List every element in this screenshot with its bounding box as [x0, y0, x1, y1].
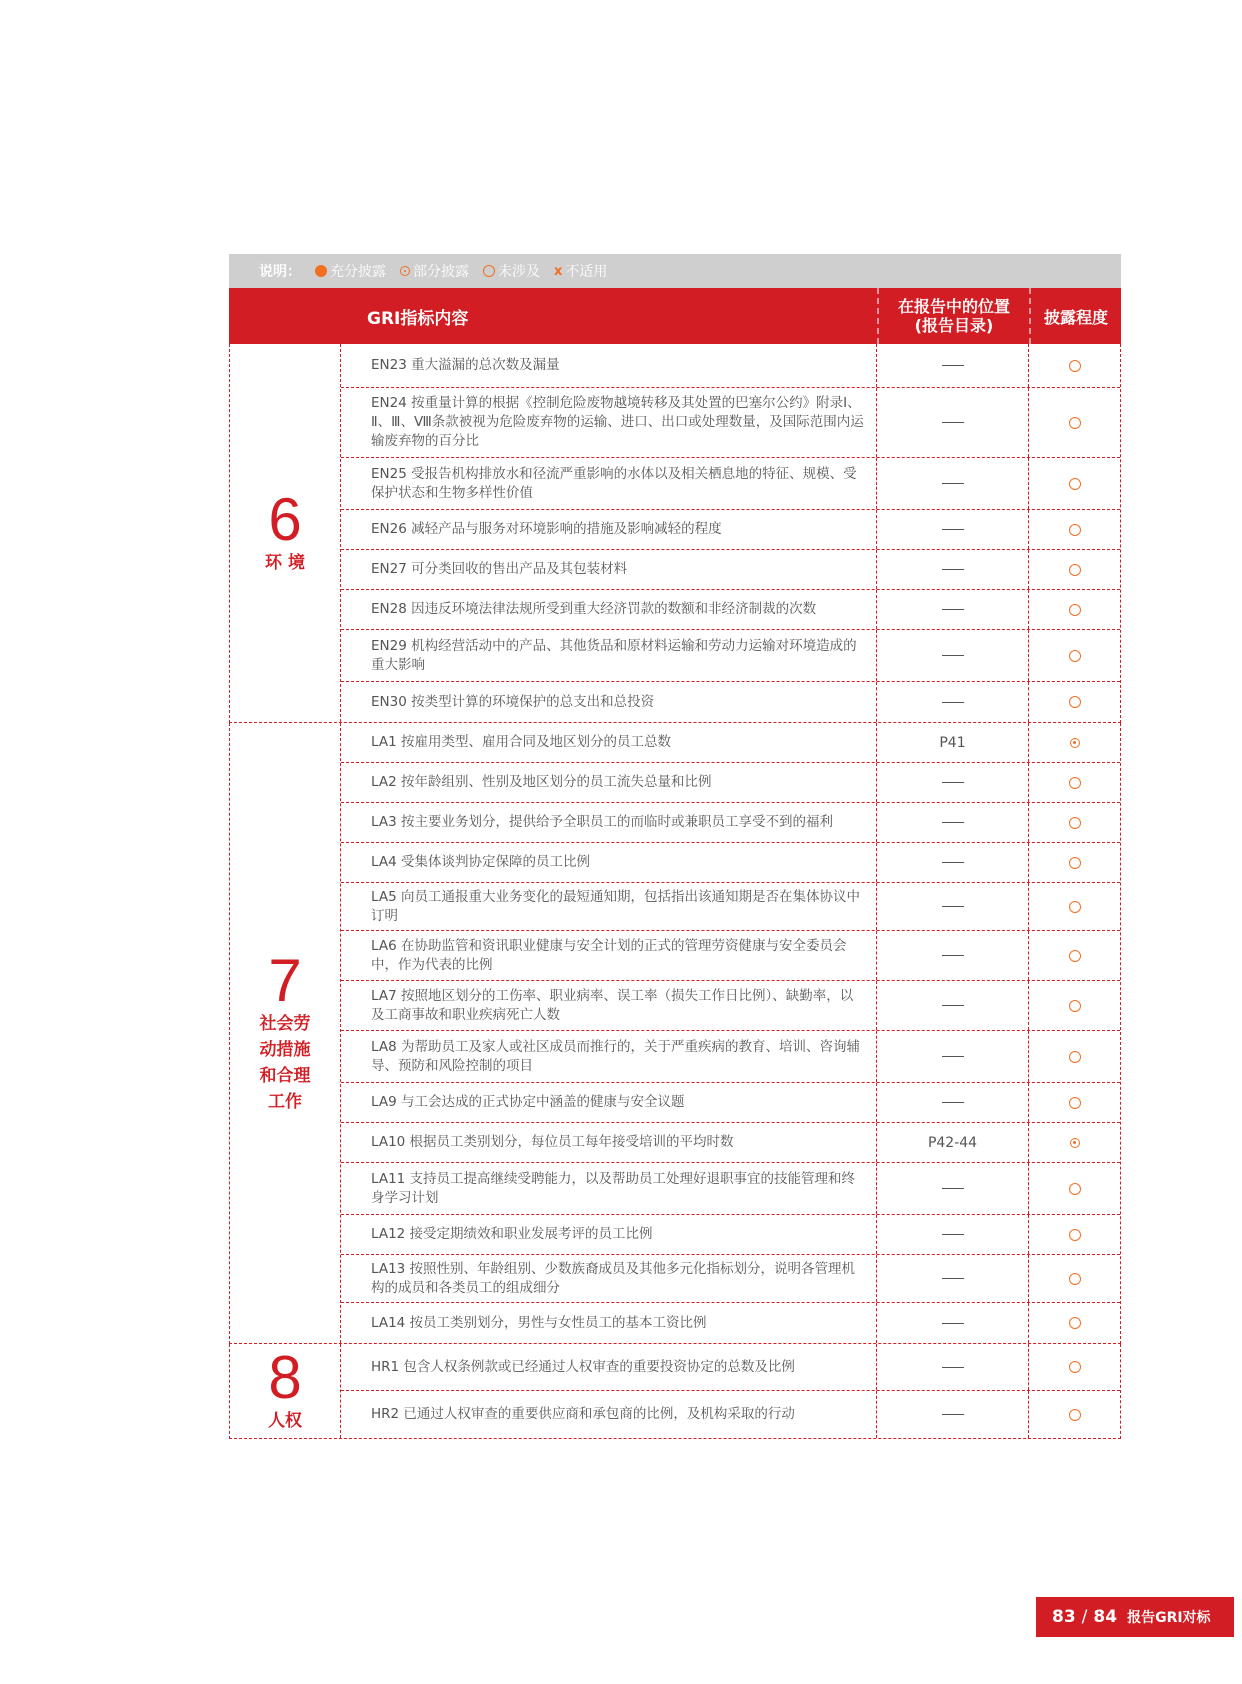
table-row: [341, 550, 1120, 590]
not-involved-icon: [1069, 1229, 1081, 1241]
partial-disclosure-icon: [400, 266, 410, 276]
table-header: [229, 288, 1121, 344]
page-footer: [1036, 1597, 1234, 1637]
indicator-text: LA11 支持员工提高继续受聘能力，以及帮助员工处理好退职事宜的技能管理和终身学习计划: [371, 1170, 856, 1206]
indicator-text: EN29 机构经营活动中的产品、其他货品和原材料运输和劳动力运输对环境造成的重大影响: [371, 637, 857, 673]
table-body: [229, 344, 1121, 1439]
indicator-text: HR1 包含人权条例款或已经通过人权审查的重要投资协定的总数及比例: [371, 1358, 795, 1375]
disclosure-degree: [1028, 1303, 1120, 1343]
legend-bar: [229, 254, 1121, 288]
not-involved-icon: [1069, 650, 1081, 662]
report-location: [876, 1391, 1028, 1438]
not-involved-icon: [1069, 564, 1081, 576]
empty-dash: [942, 483, 964, 484]
report-location: [876, 550, 1028, 589]
report-location: [876, 803, 1028, 842]
report-location: [876, 1083, 1028, 1122]
not-involved-icon: [1069, 360, 1081, 372]
report-location: [876, 682, 1028, 722]
disclosure-degree: [1028, 630, 1120, 681]
empty-dash: [942, 365, 964, 366]
full-disclosure-icon: [315, 265, 327, 277]
indicator-text: LA6 在协助监管和资讯职业健康与安全计划的正式的管理劳资健康与安全委员会中，作为代表的比例: [371, 937, 847, 973]
report-location: [876, 763, 1028, 802]
disclosure-degree: [1028, 1215, 1120, 1254]
table-row: [341, 388, 1120, 458]
disclosure-degree: [1028, 931, 1120, 980]
table-row: [341, 630, 1120, 682]
section-name-line: 社会劳: [259, 1014, 311, 1034]
disclosure-degree: [1028, 1391, 1120, 1438]
section-number: 7: [268, 947, 302, 1014]
report-location: [876, 590, 1028, 629]
page-reference: P42-44: [927, 1134, 978, 1151]
indicator-text: LA9 与工会达成的正式协定中涵盖的健康与安全议题: [371, 1094, 685, 1110]
section-number: 6: [268, 486, 302, 553]
empty-dash: [942, 422, 964, 423]
partial-disclosure-icon: [1070, 738, 1080, 748]
disclosure-degree: [1028, 1031, 1120, 1082]
indicator-text: HR2 已通过人权审查的重要供应商和承包商的比例，及机构采取的行动: [371, 1406, 795, 1422]
indicator-text: LA2 按年龄组别、性别及地区划分的员工流失总量和比例: [371, 774, 712, 790]
indicator-text: LA12 接受定期绩效和职业发展考评的员工比例: [371, 1226, 653, 1242]
not-involved-icon: [1069, 901, 1081, 913]
indicator-text: EN28 因违反环境法律法规所受到重大经济罚款的数额和非经济制裁的次数: [371, 601, 817, 617]
disclosure-degree: [1028, 458, 1120, 509]
empty-dash: [942, 1414, 964, 1415]
disclosure-degree: [1028, 1083, 1120, 1122]
disclosure-degree: [1028, 550, 1120, 589]
indicator-text: LA4 受集体谈判协定保障的员工比例: [371, 854, 590, 870]
report-location: [876, 931, 1028, 980]
report-location: [876, 1344, 1028, 1390]
header-location: 在报告中的位置 (报告目录): [877, 288, 1029, 344]
gri-index-table: [229, 254, 1121, 1439]
section-name-line: 动措施: [259, 1040, 311, 1060]
legend-title: 说明：: [259, 264, 301, 280]
indicator-text: LA5 向员工通报重大业务变化的最短通知期，包括指出该通知期是否在集体协议中订明: [371, 888, 860, 924]
report-location: [876, 1255, 1028, 1302]
table-row: [341, 1255, 1120, 1303]
section-6: [229, 344, 1121, 723]
indicator-text: LA8 为帮助员工及家人或社区成员而推行的，关于严重疾病的教育、培训、咨询辅导、预防和风险控制的项目: [371, 1038, 860, 1074]
report-location: [876, 723, 1028, 762]
empty-dash: [942, 782, 964, 783]
indicator-text: EN23 重大溢漏的总次数及漏量: [371, 357, 560, 373]
table-row: [341, 682, 1120, 722]
not-involved-icon: [1069, 1361, 1081, 1373]
legend-na: x 不适用: [554, 263, 608, 280]
table-row: [341, 1344, 1120, 1391]
empty-dash: [942, 1278, 964, 1279]
section-number: 8: [268, 1344, 302, 1411]
report-location: [876, 1303, 1028, 1343]
section-name-line: 和合理: [259, 1066, 311, 1086]
disclosure-degree: [1028, 590, 1120, 629]
table-row: [341, 1391, 1120, 1438]
indicator-text: LA3 按主要业务划分，提供给予全职员工的而临时或兼职员工享受不到的福利: [371, 814, 833, 830]
empty-dash: [942, 1234, 964, 1235]
section-name: 环 境: [265, 553, 305, 573]
disclosure-degree: [1028, 843, 1120, 882]
disclosure-degree: [1028, 1344, 1120, 1390]
not-involved-icon: [1069, 696, 1081, 708]
disclosure-degree: [1028, 344, 1120, 387]
disclosure-degree: [1028, 763, 1120, 802]
disclosure-degree: [1028, 883, 1120, 930]
header-content: GRI指标内容: [367, 308, 469, 329]
not-involved-icon: [1069, 1097, 1081, 1109]
disclosure-degree: [1028, 1123, 1120, 1162]
not-involved-icon: [1069, 478, 1081, 490]
empty-dash: [942, 655, 964, 656]
table-row: [341, 723, 1120, 763]
empty-dash: [942, 609, 964, 610]
section-7: [229, 723, 1121, 1344]
disclosure-degree: [1028, 510, 1120, 549]
indicator-text: LA7 按照地区划分的工伤率、职业病率、误工率（损失工作日比例）、缺勤率，以及工商事故和职业疾病死亡人数: [371, 987, 854, 1023]
indicator-text: EN26 减轻产品与服务对环境影响的措施及影响减轻的程度: [371, 521, 722, 537]
empty-dash: [942, 1005, 964, 1006]
section-label: [230, 723, 341, 1343]
empty-dash: [942, 1188, 964, 1189]
section-label: [230, 344, 341, 722]
table-row: [341, 883, 1120, 931]
indicator-text: EN27 可分类回收的售出产品及其包装材料: [371, 561, 628, 577]
partial-disclosure-icon: [1070, 1138, 1080, 1148]
empty-dash: [942, 1323, 964, 1324]
not-involved-icon: [1069, 1317, 1081, 1329]
section-label: [230, 1344, 341, 1438]
not-involved-icon: [1069, 1000, 1081, 1012]
report-location: [876, 388, 1028, 457]
report-location: [876, 1215, 1028, 1254]
indicator-text: LA13 按照性别、年龄组别、少数族裔成员及其他多元化指标划分，说明各管理机构的成员和各类员工的组成细分: [371, 1260, 856, 1296]
report-location: [876, 1031, 1028, 1082]
empty-dash: [942, 529, 964, 530]
indicator-text: EN30 按类型计算的环境保护的总支出和总投资: [371, 693, 655, 710]
page-separator: /: [1081, 1607, 1088, 1627]
indicator-text: LA1 按雇用类型、雇用合同及地区划分的员工总数: [371, 734, 671, 750]
empty-dash: [942, 1056, 964, 1057]
empty-dash: [942, 1102, 964, 1103]
report-location: [876, 510, 1028, 549]
disclosure-degree: [1028, 1255, 1120, 1302]
page-number-left: 83: [1052, 1607, 1076, 1627]
empty-dash: [942, 822, 964, 823]
indicator-text: EN25 受报告机构排放水和径流严重影响的水体以及相关栖息地的特征、规模、受保护状态和生物多样性价值: [371, 465, 857, 501]
indicator-text: LA10 根据员工类别划分，每位员工每年接受培训的平均时数: [371, 1134, 734, 1150]
report-location: [876, 1163, 1028, 1214]
table-row: [341, 1215, 1120, 1255]
report-location: [876, 1123, 1028, 1162]
table-row: [341, 931, 1120, 981]
section-name: 人权: [268, 1411, 302, 1431]
table-row: [341, 1123, 1120, 1163]
indicator-text: LA14 按员工类别划分，男性与女性员工的基本工资比例: [371, 1314, 707, 1331]
section-8: [229, 1344, 1121, 1439]
report-location: [876, 981, 1028, 1030]
not-involved-icon: [1069, 524, 1081, 536]
empty-dash: [942, 569, 964, 570]
disclosure-degree: [1028, 682, 1120, 722]
disclosure-degree: [1028, 803, 1120, 842]
not-involved-icon: [1069, 777, 1081, 789]
footer-title: 报告GRI对标: [1127, 1610, 1211, 1626]
not-applicable-icon: x: [554, 263, 563, 279]
table-row: [341, 1031, 1120, 1083]
table-row: [341, 458, 1120, 510]
not-involved-icon: [483, 265, 495, 277]
table-row: [341, 344, 1120, 388]
disclosure-degree: [1028, 981, 1120, 1030]
not-involved-icon: [1069, 1183, 1081, 1195]
disclosure-degree: [1028, 388, 1120, 457]
table-row: [341, 803, 1120, 843]
disclosure-degree: [1028, 723, 1120, 762]
table-row: [341, 1163, 1120, 1215]
not-involved-icon: [1069, 950, 1081, 962]
section-name-line: 工作: [268, 1092, 302, 1112]
legend-full: 充分披露: [315, 261, 386, 281]
table-row: [341, 763, 1120, 803]
empty-dash: [942, 862, 964, 863]
empty-dash: [942, 906, 964, 907]
not-involved-icon: [1069, 1409, 1081, 1421]
disclosure-degree: [1028, 1163, 1120, 1214]
indicator-text: EN24 按重量计算的根据《控制危险废物越境转移及其处置的巴塞尔公约》附录Ⅰ、Ⅱ、Ⅲ、Ⅷ条款被视为危险废弃物的运输、进口、出口或处理数量，及国际范围内运输废弃物的百分比: [371, 395, 864, 449]
legend-partial: 部分披露: [400, 261, 469, 281]
empty-dash: [942, 1367, 964, 1368]
table-row: [341, 1303, 1120, 1343]
empty-dash: [942, 955, 964, 956]
table-row: [341, 590, 1120, 630]
table-row: [341, 843, 1120, 883]
not-involved-icon: [1069, 1051, 1081, 1063]
not-involved-icon: [1069, 1273, 1081, 1285]
table-row: [341, 1083, 1120, 1123]
not-involved-icon: [1069, 857, 1081, 869]
not-involved-icon: [1069, 604, 1081, 616]
table-row: [341, 981, 1120, 1031]
report-location: [876, 344, 1028, 387]
table-row: [341, 510, 1120, 550]
report-location: [876, 843, 1028, 882]
page-number-right: 84: [1093, 1607, 1118, 1627]
page-reference: P41: [939, 734, 966, 751]
report-location: [876, 883, 1028, 930]
report-location: [876, 458, 1028, 509]
empty-dash: [942, 702, 964, 703]
report-location: [876, 630, 1028, 681]
not-involved-icon: [1069, 817, 1081, 829]
header-degree: 披露程度: [1029, 288, 1121, 344]
legend-none: 未涉及: [483, 261, 540, 281]
not-involved-icon: [1069, 417, 1081, 429]
